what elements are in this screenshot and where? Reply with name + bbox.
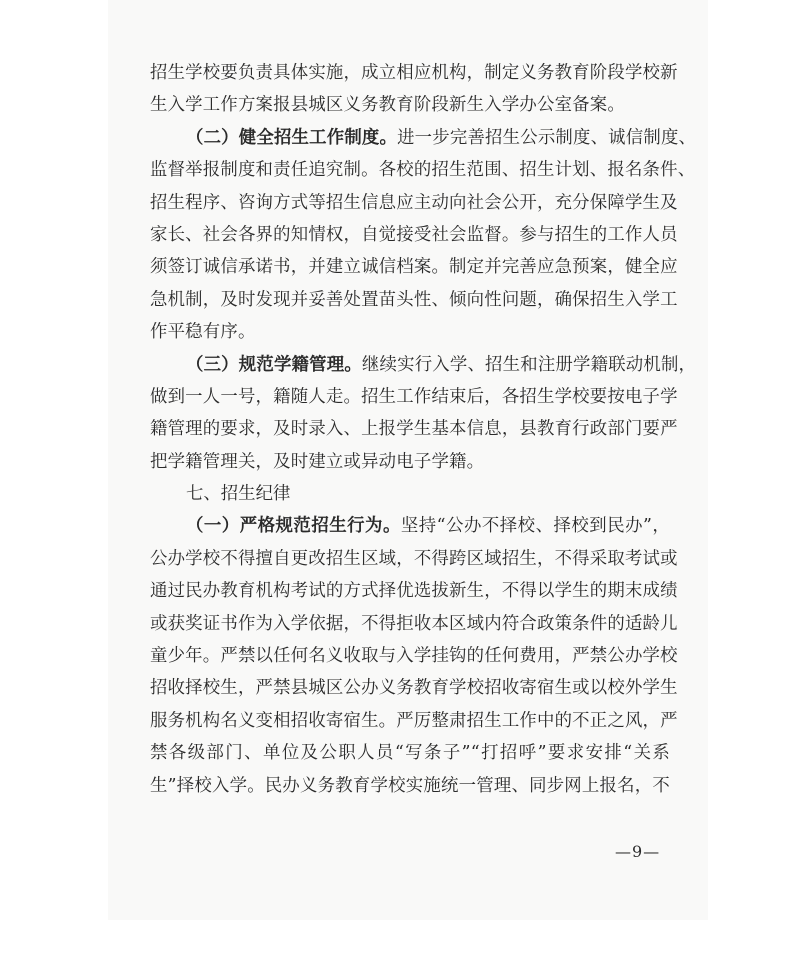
text-line: 或获奖证书作为入学依据，不得拒收本区域内符合政策条件的适龄儿	[150, 613, 678, 634]
text-line: 生入学工作方案报县城区义务教育阶段新生入学办公室备案。	[150, 95, 625, 116]
text-line: 禁各级部门、单位及公职人员“写条子”“打招呼”要求安排“关系	[150, 743, 670, 764]
text-line: 生”择校入学。民办义务教育学校实施统一管理、同步网上报名，不	[150, 775, 670, 796]
section-3-title: （三）规范学籍管理。	[186, 354, 362, 375]
text-line: 服务机构名义变相招收寄宿生。严厉整肃招生工作中的不正之风，严	[150, 710, 678, 731]
section-7-1-title: （一）严格规范招生行为。	[186, 516, 401, 537]
section-2-first-line	[150, 122, 697, 154]
text-line: 作平稳有序。	[150, 322, 256, 343]
section-3-text: 继续实行入学、招生和注册学籍联动机制，	[361, 354, 697, 375]
document-body	[150, 57, 697, 802]
text-line: 招收择校生，严禁县城区公办义务教育学校招收寄宿生或以校外学生	[150, 678, 678, 699]
section-7-1-first-line	[150, 510, 670, 542]
text-line: 招生学校要负责具体实施，成立相应机构，制定义务教育阶段学校新	[150, 63, 678, 83]
text-line: 须签订诚信承诺书，并建立诚信档案。制定并完善应急预案，健全应	[150, 257, 678, 278]
chapter-7-heading: 七、招生纪律	[186, 484, 291, 505]
text-line: 招生程序、咨询方式等招生信息应主动向社会公开，充分保障学生及	[150, 192, 678, 213]
page-number: —9—	[615, 842, 661, 861]
text-line: 监督举报制度和责任追究制。各校的招生范围、招生计划、报名条件、	[150, 160, 696, 181]
text-line: 做到一人一号，籍随人走。招生工作结束后，各招生学校要按电子学	[150, 386, 678, 407]
text-line: 把学籍管理关，及时建立或异动电子学籍。	[150, 451, 485, 472]
text-line: 公办学校不得擅自更改招生区域，不得跨区域招生，不得采取考试或	[150, 548, 678, 569]
text-line: 急机制，及时发现并妥善处置苗头性、倾向性问题，确保招生入学工	[150, 289, 678, 310]
section-2-title: （二）健全招生工作制度。	[186, 127, 398, 148]
section-7-1-text: 坚持“公办不择校、择校到民办”，	[400, 516, 671, 537]
text-line: 童少年。严禁以任何名义收取与入学挂钩的任何费用，严禁公办学校	[150, 646, 678, 667]
section-2-text: 进一步完善招生公示制度、诚信制度、	[397, 127, 697, 148]
text-line: 通过民办教育机构考试的方式择优选拔新生，不得以学生的期末成绩	[150, 581, 678, 602]
text-line: 家长、社会各界的知情权，自觉接受社会监督。参与招生的工作人员	[150, 224, 678, 245]
section-3-first-line	[150, 349, 697, 381]
text-line: 籍管理的要求，及时录入、上报学生基本信息，县教育行政部门要严	[150, 419, 678, 440]
